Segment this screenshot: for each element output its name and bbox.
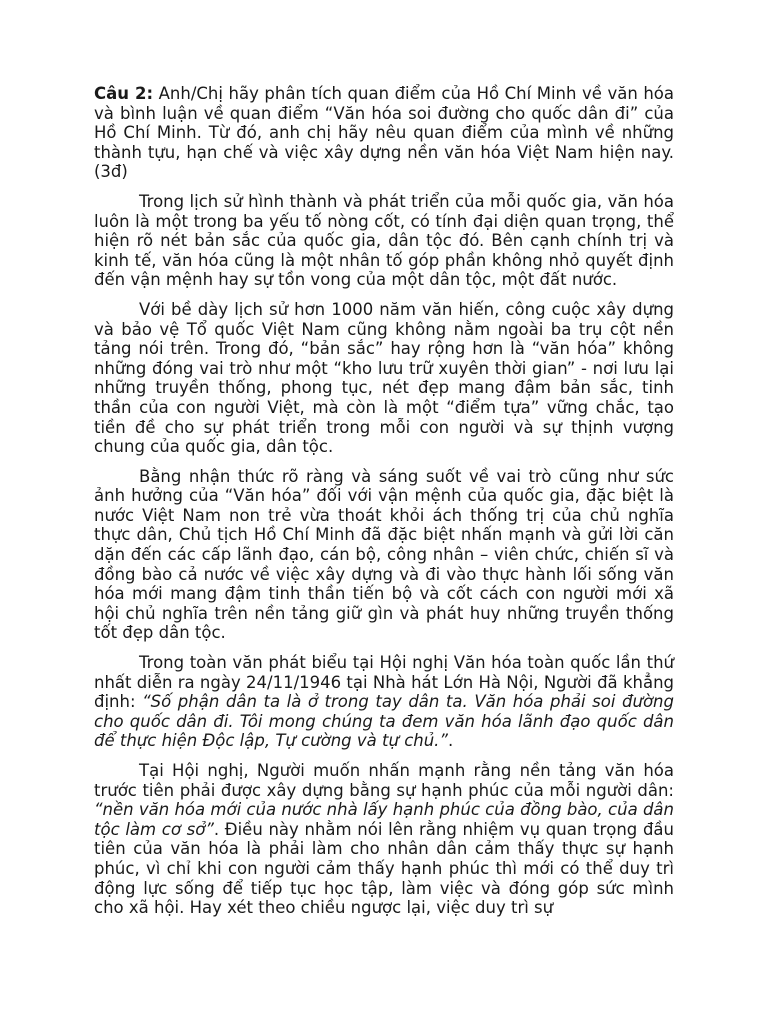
document-page	[94, 84, 674, 928]
conference-quote: “nền văn hóa mới của nước nhà lấy hạnh phúc của đồng bào, của dân tộc làm cơ sở”	[94, 800, 674, 839]
question-text: Anh/Chị hãy phân tích quan điểm của Hồ Chí Minh về văn hóa và bình luận về quan điểm “Văn hóa soi đường cho quốc dân đi” của Hồ Chí Minh. Từ đó, anh chị hãy nêu quan điểm của mình về những thành tựu, hạn chế và việc xây dựng nền văn hóa Việt Nam hiện nay. (3đ)	[94, 84, 674, 182]
paragraph-4-text: Trong toàn văn phát biểu tại Hội nghị Văn hóa toàn quốc lần thứ nhất diễn ra ngày 24/11/1946 tại Nhà hát Lớn Hà Nội, Người đã khẳng định:	[94, 653, 674, 712]
body-paragraph-5	[94, 761, 674, 918]
paragraph-4-end: .	[447, 731, 454, 751]
body-paragraph-3: Bằng nhận thức rõ ràng và sáng suốt về vai trò cũng như sức ảnh hưởng của “Văn hóa” đối với vận mệnh của quốc gia, đặc biệt là nước Việt Nam non trẻ vừa thoát khỏi ách thống trị của chủ nghĩa thực dân, Chủ tịch Hồ Chí Minh đã đặc biệt nhấn mạnh và gửi lời căn dặn đến các cấp lãnh đạo, cán bộ, công nhân – viên chức, chiến sĩ và đồng bào cả nước về việc xây dựng và đi vào thực hành lối sống văn hóa mới mang đậm tinh thần tiến bộ và cốt cách con người mới xã hội chủ nghĩa trên nền tảng giữ gìn và phát huy những truyền thống tốt đẹp dân tộc.	[94, 466, 674, 643]
ho-chi-minh-quote: “Số phận dân ta là ở trong tay dân ta. Văn hóa phải soi đường cho quốc dân đi. Tôi mong chúng ta đem văn hóa lãnh đạo quốc dân để thực hiện Độc lập, Tự cường và tự chủ.”	[94, 692, 674, 751]
body-paragraph-4	[94, 653, 674, 751]
body-paragraph-2: Với bề dày lịch sử hơn 1000 năm văn hiến, công cuộc xây dựng và bảo vệ Tổ quốc Việt Nam cũng không nằm ngoài ba trụ cột nền tảng nói trên. Trong đó, “bản sắc” hay rộng hơn là “văn hóa” không những đóng vai trò như một “kho lưu trữ xuyên thời gian” - nơi lưu lại những truyền thống, phong tục, nét đẹp mang đậm bản sắc, tinh thần của con người Việt, mà còn là một “điểm tựa” vững chắc, tạo tiền đề cho sự phát triển trong mỗi con người và sự thịnh vượng chung của quốc gia, dân tộc.	[94, 299, 674, 457]
body-paragraph-1: Trong lịch sử hình thành và phát triển của mỗi quốc gia, văn hóa luôn là một trong ba yếu tố nòng cốt, có tính đại diện quan trọng, thể hiện rõ nét bản sắc của quốc gia, dân tộc đó. Bên cạnh chính trị và kinh tế, văn hóa cũng là một nhân tố góp phần không nhỏ quyết định đến vận mệnh hay sự tồn vong của một dân tộc, một đất nước.	[94, 191, 674, 290]
question-paragraph	[94, 84, 674, 182]
paragraph-5-text: Tại Hội nghị, Người muốn nhấn mạnh rằng nền tảng văn hóa trước tiên phải được xây dựng bằng sự hạnh phúc của mỗi người dân:	[94, 761, 674, 800]
paragraph-5-rest: . Điều này nhằm nói lên rằng nhiệm vụ quan trọng đầu tiên của văn hóa là phải làm cho nhân dân cảm thấy thực sự hạnh phúc, vì chỉ khi con người cảm thấy hạnh phúc thì mới có thể duy trì động lực sống để tiếp tục học tập, làm việc và đóng góp sức mình cho xã hội. Hay xét theo chiều ngược lại, việc duy trì sự	[94, 819, 674, 918]
question-label: Câu 2:	[94, 84, 154, 103]
